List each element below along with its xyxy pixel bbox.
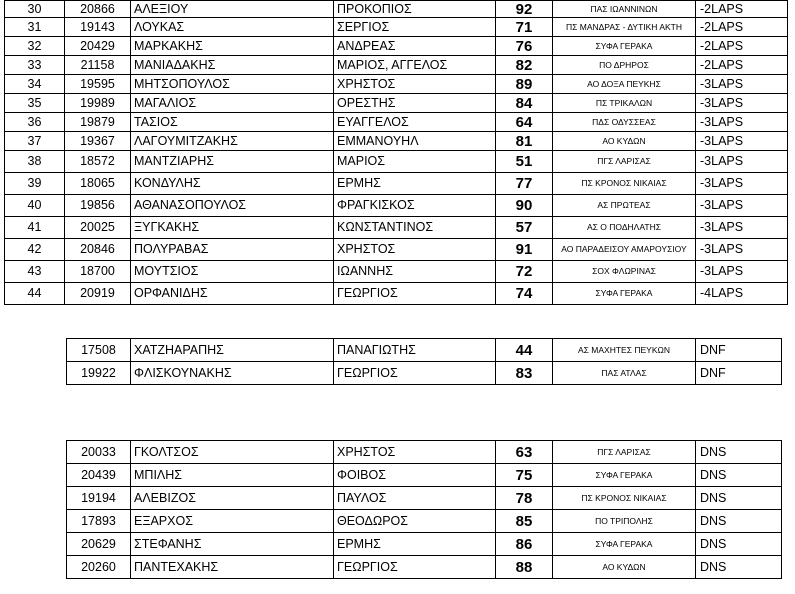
cell-club: ΑΣ ΜΑΧΗΤΕΣ ΠΕΥΚΩΝ <box>553 339 696 362</box>
cell-status: -3LAPS <box>696 173 788 195</box>
table-row <box>5 132 788 151</box>
cell-license-id: 20919 <box>65 283 131 305</box>
cell-first-name: ΚΩΝΣΤΑΝΤΙΝΟΣ <box>334 217 496 239</box>
cell-surname: ΜΟΥΤΣΙΟΣ <box>131 261 334 283</box>
cell-bib-number: 90 <box>496 195 553 217</box>
cell-status: DNS <box>696 510 782 533</box>
cell-bib-number: 83 <box>496 362 553 385</box>
cell-surname: ΧΑΤΖΗΑΡΑΠΗΣ <box>131 339 334 362</box>
cell-bib-number: 44 <box>496 339 553 362</box>
table-row <box>5 261 788 283</box>
cell-surname: ΜΑΡΚΑΚΗΣ <box>131 37 334 56</box>
cell-position: 42 <box>5 239 65 261</box>
cell-license-id: 20866 <box>65 1 131 18</box>
cell-status: DNF <box>696 339 782 362</box>
cell-surname: ΜΗΤΣΟΠΟΥΛΟΣ <box>131 75 334 94</box>
cell-position: 43 <box>5 261 65 283</box>
cell-surname: ΜΑΓΑΛΙΟΣ <box>131 94 334 113</box>
cell-license-id: 20429 <box>65 37 131 56</box>
cell-surname: ΤΑΣΙΟΣ <box>131 113 334 132</box>
cell-club: ΠΟ ΤΡΙΠΟΛΗΣ <box>553 510 696 533</box>
table-row <box>5 18 788 37</box>
cell-bib-number: 78 <box>496 487 553 510</box>
table-row <box>5 75 788 94</box>
cell-bib-number: 89 <box>496 75 553 94</box>
cell-club: ΣΥΦΑ ΓΕΡΑΚΑ <box>553 533 696 556</box>
cell-first-name: ΠΑΥΛΟΣ <box>334 487 496 510</box>
cell-status: -2LAPS <box>696 18 788 37</box>
table-row <box>5 239 788 261</box>
cell-bib-number: 85 <box>496 510 553 533</box>
cell-status: -3LAPS <box>696 195 788 217</box>
cell-status: DNF <box>696 362 782 385</box>
cell-position: 36 <box>5 113 65 132</box>
results-table <box>4 0 788 305</box>
cell-club: ΣΥΦΑ ΓΕΡΑΚΑ <box>553 37 696 56</box>
cell-first-name: ΧΡΗΣΤΟΣ <box>334 441 496 464</box>
cell-bib-number: 74 <box>496 283 553 305</box>
cell-surname: ΠΟΛΥΡΑΒΑΣ <box>131 239 334 261</box>
cell-status: -3LAPS <box>696 94 788 113</box>
cell-first-name: ΕΡΜΗΣ <box>334 173 496 195</box>
cell-first-name: ΘΕΟΔΩΡΟΣ <box>334 510 496 533</box>
dnf-table <box>66 338 782 385</box>
cell-position: 44 <box>5 283 65 305</box>
cell-surname: ΞΥΓΚΑΚΗΣ <box>131 217 334 239</box>
cell-status: -2LAPS <box>696 1 788 18</box>
cell-bib-number: 72 <box>496 261 553 283</box>
cell-surname: ΜΠΙΛΗΣ <box>131 464 334 487</box>
cell-status: -3LAPS <box>696 75 788 94</box>
cell-first-name: ΕΥΑΓΓΕΛΟΣ <box>334 113 496 132</box>
cell-license-id: 19194 <box>67 487 131 510</box>
cell-club: ΑΣ ΠΡΩΤΕΑΣ <box>553 195 696 217</box>
cell-first-name: ΜΑΡΙΟΣ, ΑΓΓΕΛΟΣ <box>334 56 496 75</box>
cell-surname: ΟΡΦΑΝΙΔΗΣ <box>131 283 334 305</box>
table-row <box>5 94 788 113</box>
cell-license-id: 19595 <box>65 75 131 94</box>
cell-first-name: ΣΕΡΓΙΟΣ <box>334 18 496 37</box>
cell-status: -2LAPS <box>696 37 788 56</box>
dns-table-body <box>67 441 782 579</box>
cell-surname: ΜΑΝΤΖΙΑΡΗΣ <box>131 151 334 173</box>
cell-bib-number: 63 <box>496 441 553 464</box>
cell-status: -3LAPS <box>696 217 788 239</box>
cell-position: 38 <box>5 151 65 173</box>
cell-license-id: 19143 <box>65 18 131 37</box>
table-row <box>67 441 782 464</box>
cell-status: -3LAPS <box>696 239 788 261</box>
cell-license-id: 17508 <box>67 339 131 362</box>
cell-first-name: ΧΡΗΣΤΟΣ <box>334 239 496 261</box>
cell-bib-number: 76 <box>496 37 553 56</box>
table-row <box>67 487 782 510</box>
cell-club: ΣΥΦΑ ΓΕΡΑΚΑ <box>553 283 696 305</box>
cell-surname: ΛΟΥΚΑΣ <box>131 18 334 37</box>
cell-position: 37 <box>5 132 65 151</box>
cell-club: ΑΟ ΚΥΔΩΝ <box>553 556 696 579</box>
cell-bib-number: 91 <box>496 239 553 261</box>
cell-position: 35 <box>5 94 65 113</box>
cell-status: -2LAPS <box>696 56 788 75</box>
cell-first-name: ΜΑΡΙΟΣ <box>334 151 496 173</box>
cell-club: ΠΣ ΜΑΝΔΡΑΣ - ΔΥΤΙΚΗ ΑΚΤΗ <box>553 18 696 37</box>
cell-position: 40 <box>5 195 65 217</box>
cell-position: 41 <box>5 217 65 239</box>
cell-license-id: 20439 <box>67 464 131 487</box>
table-row <box>5 173 788 195</box>
cell-license-id: 20260 <box>67 556 131 579</box>
cell-club: ΠΑΣ ΑΤΛΑΣ <box>553 362 696 385</box>
table-row <box>5 37 788 56</box>
cell-position: 33 <box>5 56 65 75</box>
cell-first-name: ΠΡΟΚΟΠΙΟΣ <box>334 1 496 18</box>
table-row <box>67 533 782 556</box>
cell-status: DNS <box>696 556 782 579</box>
cell-club: ΑΟ ΠΑΡΑΔΕΙΣΟΥ ΑΜΑΡΟΥΣΙΟΥ <box>553 239 696 261</box>
cell-first-name: ΙΩΑΝΝΗΣ <box>334 261 496 283</box>
cell-first-name: ΕΜΜΑΝΟΥΗΛ <box>334 132 496 151</box>
cell-first-name: ΦΟΙΒΟΣ <box>334 464 496 487</box>
table-row <box>67 464 782 487</box>
cell-status: -4LAPS <box>696 283 788 305</box>
cell-surname: ΛΑΓΟΥΜΙΤΖΑΚΗΣ <box>131 132 334 151</box>
cell-surname: ΕΞΑΡΧΟΣ <box>131 510 334 533</box>
cell-club: ΠΣ ΚΡΟΝΟΣ ΝΙΚΑΙΑΣ <box>553 173 696 195</box>
table-row <box>67 362 782 385</box>
cell-position: 31 <box>5 18 65 37</box>
cell-license-id: 19922 <box>67 362 131 385</box>
cell-license-id: 18572 <box>65 151 131 173</box>
cell-bib-number: 82 <box>496 56 553 75</box>
cell-license-id: 19989 <box>65 94 131 113</box>
cell-license-id: 17893 <box>67 510 131 533</box>
cell-bib-number: 77 <box>496 173 553 195</box>
cell-surname: ΑΛΕΞΙΟΥ <box>131 1 334 18</box>
cell-club: ΣΟΧ ΦΛΩΡΙΝΑΣ <box>553 261 696 283</box>
cell-first-name: ΓΕΩΡΓΙΟΣ <box>334 283 496 305</box>
cell-license-id: 20025 <box>65 217 131 239</box>
cell-license-id: 18065 <box>65 173 131 195</box>
dnf-table-body <box>67 339 782 385</box>
cell-position: 34 <box>5 75 65 94</box>
cell-bib-number: 57 <box>496 217 553 239</box>
cell-surname: ΜΑΝΙΑΔΑΚΗΣ <box>131 56 334 75</box>
cell-club: ΑΟ ΚΥΔΩΝ <box>553 132 696 151</box>
cell-license-id: 20033 <box>67 441 131 464</box>
table-row <box>5 113 788 132</box>
cell-club: ΑΣ Ο ΠΟΔΗΛΑΤΗΣ <box>553 217 696 239</box>
cell-status: DNS <box>696 441 782 464</box>
cell-bib-number: 64 <box>496 113 553 132</box>
cell-status: -3LAPS <box>696 151 788 173</box>
cell-first-name: ΧΡΗΣΤΟΣ <box>334 75 496 94</box>
cell-first-name: ΦΡΑΓΚΙΣΚΟΣ <box>334 195 496 217</box>
dns-table <box>66 440 782 579</box>
cell-status: DNS <box>696 487 782 510</box>
cell-bib-number: 86 <box>496 533 553 556</box>
cell-license-id: 19367 <box>65 132 131 151</box>
cell-position: 39 <box>5 173 65 195</box>
cell-license-id: 18700 <box>65 261 131 283</box>
cell-surname: ΦΛΙΣΚΟΥΝΑΚΗΣ <box>131 362 334 385</box>
table-row <box>5 1 788 18</box>
cell-club: ΣΥΦΑ ΓΕΡΑΚΑ <box>553 464 696 487</box>
cell-position: 32 <box>5 37 65 56</box>
cell-club: ΑΟ ΔΟΞΑ ΠΕΥΚΗΣ <box>553 75 696 94</box>
cell-club: ΠΔΣ ΟΔΥΣΣΕΑΣ <box>553 113 696 132</box>
cell-surname: ΚΟΝΔΥΛΗΣ <box>131 173 334 195</box>
table-row <box>67 339 782 362</box>
cell-bib-number: 92 <box>496 1 553 18</box>
table-row <box>67 510 782 533</box>
cell-first-name: ΓΕΩΡΓΙΟΣ <box>334 362 496 385</box>
cell-surname: ΑΛΕΒΙΖΟΣ <box>131 487 334 510</box>
cell-status: DNS <box>696 533 782 556</box>
table-row <box>67 556 782 579</box>
table-row <box>5 283 788 305</box>
table-row <box>5 195 788 217</box>
cell-club: ΠΑΣ ΙΩΑΝΝΙΝΩΝ <box>553 1 696 18</box>
cell-status: -3LAPS <box>696 132 788 151</box>
table-row <box>5 151 788 173</box>
cell-bib-number: 51 <box>496 151 553 173</box>
cell-club: ΠΣ ΤΡΙΚΑΛΩΝ <box>553 94 696 113</box>
cell-license-id: 20629 <box>67 533 131 556</box>
cell-first-name: ΓΕΩΡΓΙΟΣ <box>334 556 496 579</box>
cell-surname: ΠΑΝΤΕΧΑΚΗΣ <box>131 556 334 579</box>
cell-license-id: 19879 <box>65 113 131 132</box>
cell-first-name: ΕΡΜΗΣ <box>334 533 496 556</box>
cell-position: 30 <box>5 1 65 18</box>
cell-bib-number: 88 <box>496 556 553 579</box>
cell-bib-number: 71 <box>496 18 553 37</box>
cell-club: ΠΟ ΔΡΗΡΟΣ <box>553 56 696 75</box>
cell-club: ΠΣ ΚΡΟΝΟΣ ΝΙΚΑΙΑΣ <box>553 487 696 510</box>
cell-status: -3LAPS <box>696 261 788 283</box>
cell-status: -3LAPS <box>696 113 788 132</box>
cell-first-name: ΟΡΕΣΤΗΣ <box>334 94 496 113</box>
table-row <box>5 56 788 75</box>
cell-first-name: ΑΝΔΡΕΑΣ <box>334 37 496 56</box>
cell-license-id: 19856 <box>65 195 131 217</box>
table-row <box>5 217 788 239</box>
cell-club: ΠΓΣ ΛΑΡΙΣΑΣ <box>553 441 696 464</box>
results-table-body <box>5 1 788 305</box>
cell-surname: ΣΤΕΦΑΝΗΣ <box>131 533 334 556</box>
cell-surname: ΑΘΑΝΑΣΟΠΟΥΛΟΣ <box>131 195 334 217</box>
cell-club: ΠΓΣ ΛΑΡΙΣΑΣ <box>553 151 696 173</box>
cell-bib-number: 84 <box>496 94 553 113</box>
cell-license-id: 21158 <box>65 56 131 75</box>
cell-surname: ΓΚΟΛΤΣΟΣ <box>131 441 334 464</box>
cell-first-name: ΠΑΝΑΓΙΩΤΗΣ <box>334 339 496 362</box>
cell-license-id: 20846 <box>65 239 131 261</box>
cell-bib-number: 81 <box>496 132 553 151</box>
cell-bib-number: 75 <box>496 464 553 487</box>
cell-status: DNS <box>696 464 782 487</box>
